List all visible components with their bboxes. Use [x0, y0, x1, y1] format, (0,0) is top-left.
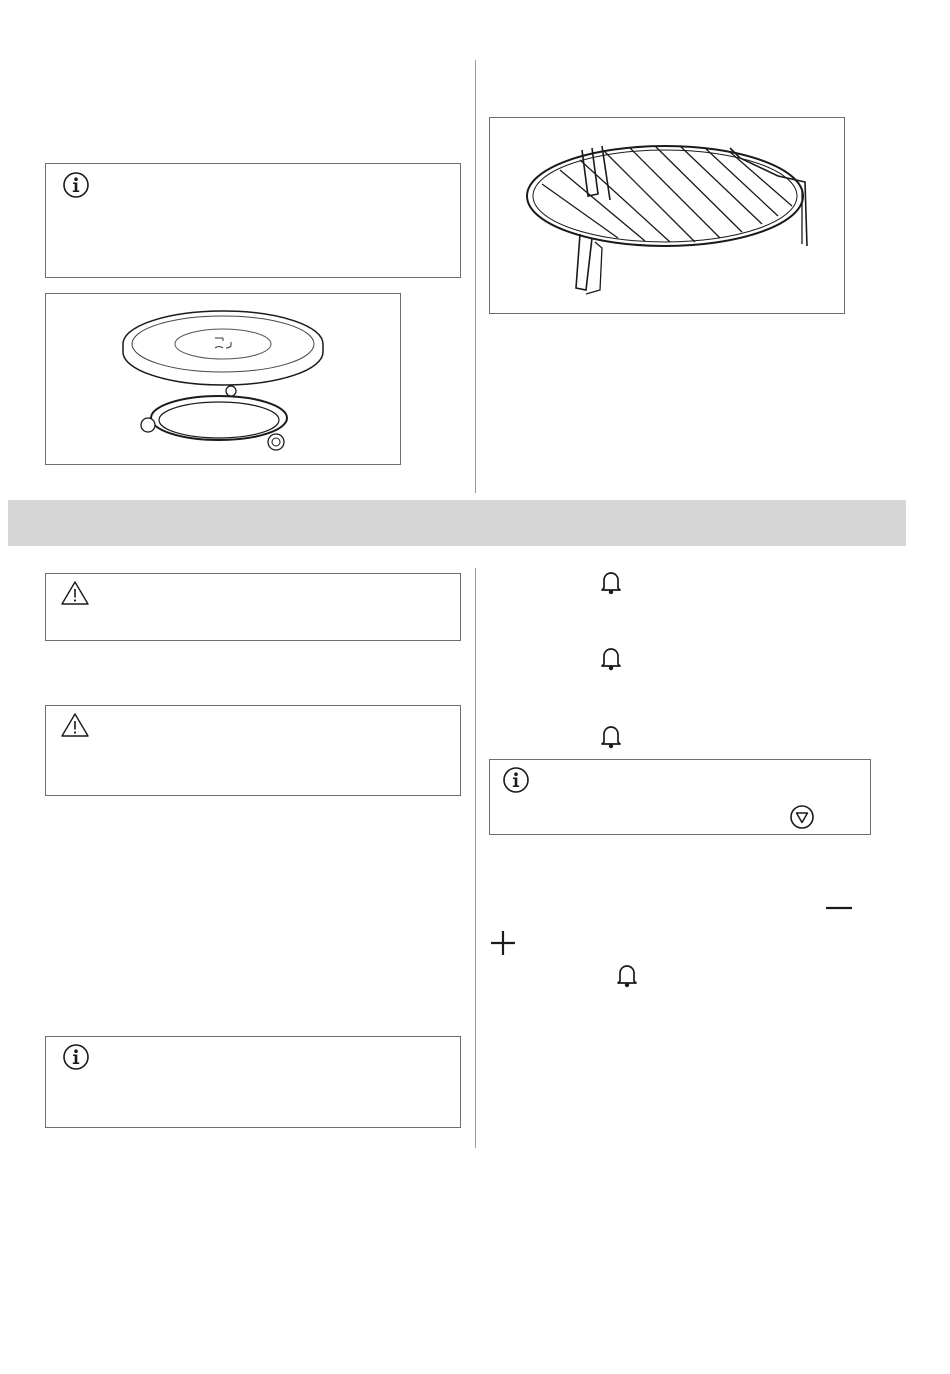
glass-tray-icon [118, 302, 328, 392]
info-note-box-right [489, 759, 871, 835]
bell-icon [598, 569, 624, 595]
warning-triangle-icon [60, 712, 90, 738]
column-divider-bottom [475, 568, 476, 1148]
section-heading-band [8, 500, 906, 546]
warning-triangle-icon [60, 580, 90, 606]
info-icon [62, 171, 90, 199]
bell-icon [598, 723, 624, 749]
roller-ring-icon [134, 382, 304, 454]
info-note-box-bottom [45, 1036, 461, 1128]
rack-figure [489, 117, 845, 314]
bell-icon [614, 962, 640, 988]
turntable-figure [45, 293, 401, 465]
info-icon [62, 1043, 90, 1071]
info-note-box [45, 163, 461, 278]
wire-rack-icon [520, 138, 820, 303]
stop-down-button-icon [789, 804, 815, 830]
bell-icon [598, 645, 624, 671]
warning-box-1 [45, 573, 461, 641]
info-icon [502, 766, 530, 794]
plus-icon [489, 929, 517, 957]
column-divider-top [475, 60, 476, 493]
minus-icon [824, 900, 854, 916]
warning-box-2 [45, 705, 461, 796]
